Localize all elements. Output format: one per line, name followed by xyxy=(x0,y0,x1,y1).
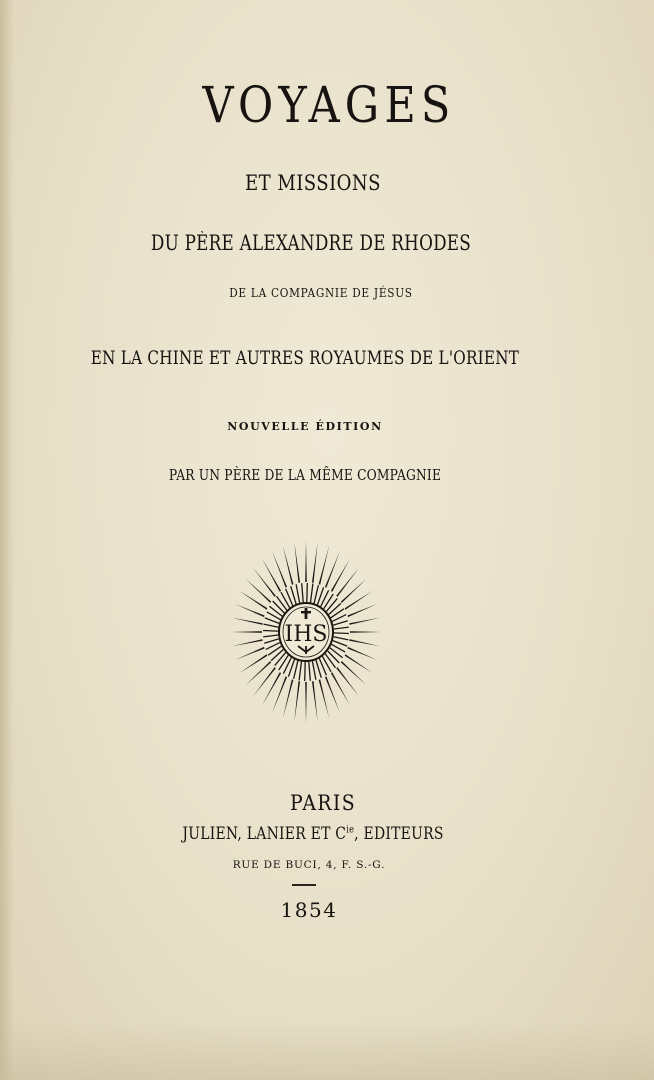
publisher-superscript: ie xyxy=(346,824,355,836)
imprint-address: RUE DE BUCI, 4, F. S.-G. xyxy=(232,859,386,871)
emblem-inner-ray xyxy=(305,662,306,681)
page-bottom-shadow xyxy=(0,1020,654,1080)
imprint-divider xyxy=(292,884,316,886)
subtitle-line-2: DU PÈRE ALEXANDRE DE RHODES xyxy=(150,231,472,255)
subtitle-line-3: DE LA COMPAGNIE DE JÉSUS xyxy=(229,286,413,300)
book-title: VOYAGES xyxy=(202,76,456,134)
imprint-publisher xyxy=(45,824,581,844)
imprint-city: PARIS xyxy=(289,791,357,815)
publisher-suffix: , EDITEURS xyxy=(354,824,444,844)
subtitle-line-4: EN LA CHINE ET AUTRES ROYAUMES DE L'ORIENT xyxy=(90,347,520,369)
emblem-inner-ray xyxy=(334,633,349,634)
emblem-monogram: IHS xyxy=(284,622,328,647)
emblem-inner-ray xyxy=(263,631,278,632)
editor-line: PAR UN PÈRE DE LA MÊME COMPAGNIE xyxy=(168,466,442,484)
imprint-year: 1854 xyxy=(280,898,338,922)
ihs-sunburst-emblem-icon xyxy=(230,540,382,724)
edition-label: NOUVELLE ÉDITION xyxy=(227,420,383,433)
emblem-inner-ray xyxy=(307,583,308,602)
subtitle-line-1: ET MISSIONS xyxy=(245,171,381,195)
publisher-name: JULIEN, LANIER ET C xyxy=(182,824,347,844)
